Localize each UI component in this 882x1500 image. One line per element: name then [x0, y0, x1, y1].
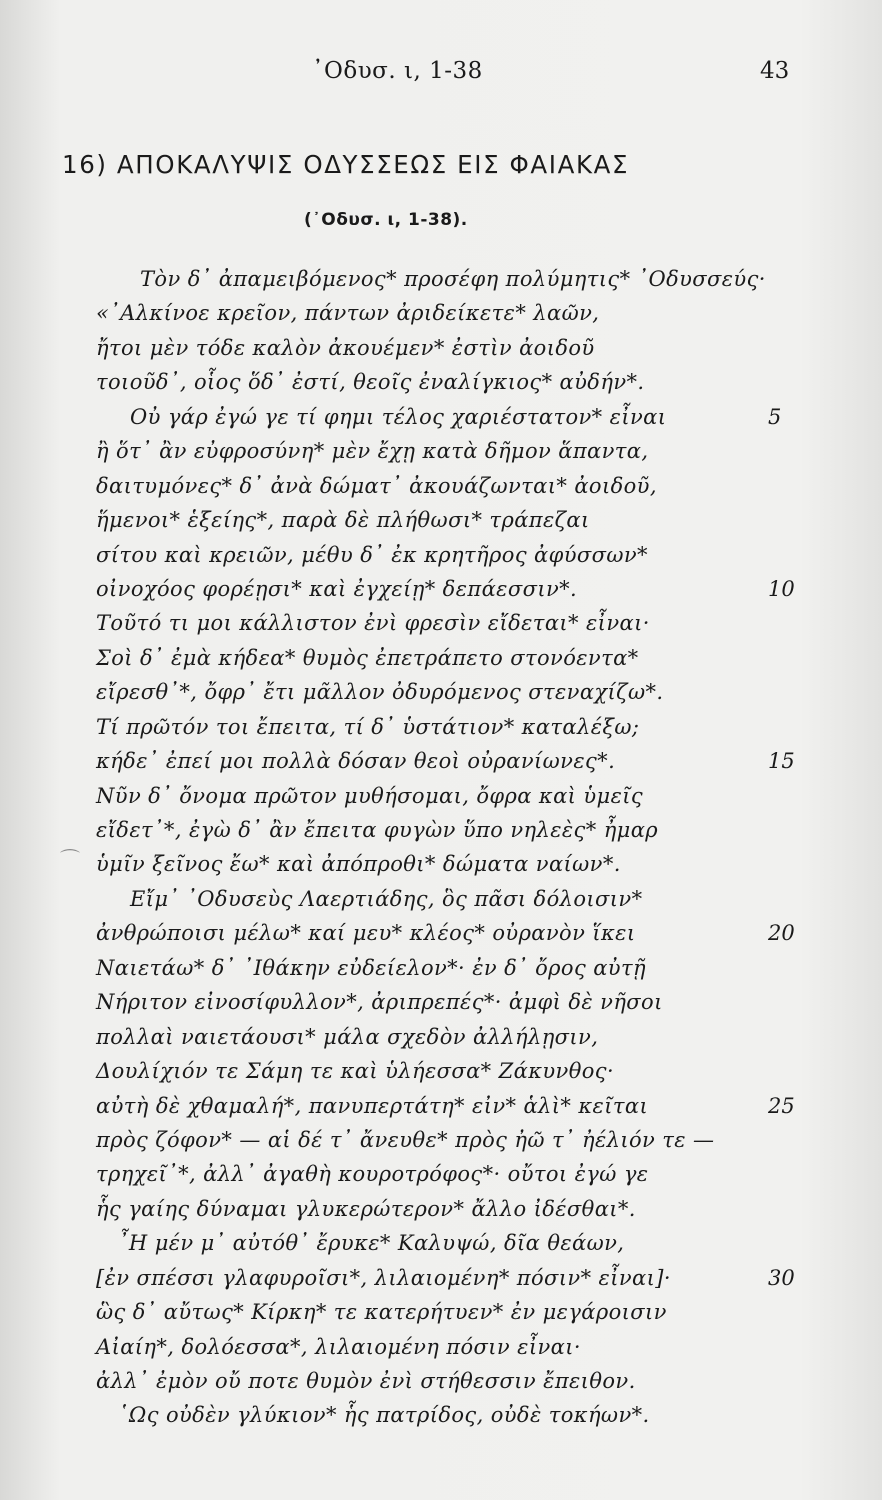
verse-text: τοιοῦδ᾿, οἷος ὅδ᾿ ἐστί, θεοῖς ἐναλίγκιος* αὐδήν*. [96, 370, 645, 395]
verse-text: εἴδετ᾿*, ἐγὼ δ᾿ ἂν ἔπειτα φυγὼν ὕπο νηλεὲς* ἦμαρ [96, 818, 659, 842]
verse-number: 25 [768, 1093, 795, 1118]
verse-number: 30 [768, 1265, 795, 1290]
verse-text: ὑμῖν ξεῖνος ἔω* καὶ ἀπόπροθι* δώματα ναίων*. [96, 852, 621, 877]
verse-line [0, 1330, 882, 1364]
verse-text: Οὐ γάρ ἐγώ γε τί φημι τέλος χαριέστατον* εἶναι [130, 404, 667, 429]
verse-line [0, 365, 882, 399]
verse-text: Τί πρῶτόν τοι ἔπειτα, τί δ᾿ ὑστάτιον* καταλέξω; [96, 714, 640, 739]
verse-line [0, 1157, 882, 1191]
verse-number: 10 [768, 576, 795, 601]
chapter-title: 16) ΑΠΟΚΑΛΥΨΙΣ ΟΔΥΣΣΕΩΣ ΕΙΣ ΦΑΙΑΚΑΣ [62, 150, 630, 179]
verse-line [0, 296, 882, 330]
verse-line [0, 882, 882, 916]
verse-block [0, 262, 882, 1433]
verse-text: οἰνοχόος φορέῃσι* καὶ ἐγχείῃ* δεπάεσσιν*. [96, 576, 578, 601]
verse-line [0, 1261, 882, 1295]
verse-number: 5 [768, 404, 782, 429]
verse-line [0, 1123, 882, 1157]
verse-line [0, 400, 882, 434]
verse-text: αὐτὴ δὲ χθαμαλή*, πανυπερτάτη* εἰν* ἁλὶ* κεῖται [96, 1093, 649, 1118]
verse-text: Νῦν δ᾿ ὄνομα πρῶτον μυθήσομαι, ὄφρα καὶ ὑμεῖς [96, 783, 644, 808]
verse-line [0, 813, 882, 847]
verse-text: κήδε᾿ ἐπεί μοι πολλὰ δόσαν θεοὶ οὐρανίωνες*. [96, 749, 616, 774]
verse-line [0, 1054, 882, 1088]
verse-line [0, 503, 882, 537]
verse-line [0, 1398, 882, 1432]
verse-line [0, 434, 882, 468]
verse-number: 15 [768, 749, 795, 774]
verse-line [0, 641, 882, 675]
verse-text: «᾿Αλκίνοε κρεῖον, πάντων ἀριδείκετε* λαῶν, [96, 301, 600, 326]
verse-line [0, 744, 882, 778]
verse-line [0, 331, 882, 365]
verse-line [0, 1192, 882, 1226]
verse-text: ἤτοι μὲν τόδε καλὸν ἀκουέμεν* ἐστὶν ἀοιδοῦ [96, 335, 595, 360]
verse-text: εἴρεσθ᾿*, ὄφρ᾿ ἔτι μᾶλλον ὀδυρόμενος στεναχίζω*. [96, 680, 664, 705]
verse-text: ἀλλ᾿ ἐμὸν οὔ ποτε θυμὸν ἐνὶ στήθεσσιν ἔπειθον. [96, 1369, 636, 1393]
verse-text: Εἴμ᾿ ᾿Οδυσεὺς Λαερτιάδης, ὃς πᾶσι δόλοισιν* [130, 886, 643, 911]
verse-line [0, 675, 882, 709]
verse-text: δαιτυμόνες* δ᾿ ἀνὰ δώματ᾿ ἀκουάζωνται* ἀοιδοῦ, [96, 473, 657, 498]
verse-line [0, 779, 882, 813]
running-title: ᾿Οδυσ. ι, 1-38 [312, 58, 483, 84]
verse-line [0, 572, 882, 606]
verse-text: Ναιετάω* δ᾿ ᾿Ιθάκην εὐδείελον*· ἐν δ᾿ ὄρος αὐτῇ [96, 955, 646, 980]
verse-text: ὣς δ᾿ αὔτως* Κίρκη* τε κατερήτυεν* ἐν μεγάροισιν [96, 1300, 667, 1325]
verse-text: Αἰαίη*, δολόεσσα*, λιλαιομένη πόσιν εἶναι· [96, 1334, 581, 1359]
verse-line [0, 538, 882, 572]
verse-line [0, 469, 882, 503]
verse-line [0, 1364, 882, 1398]
verse-line [0, 916, 882, 950]
page-number: 43 [760, 58, 790, 84]
verse-line [0, 262, 882, 296]
verse-text: σίτου καὶ κρειῶν, μέθυ δ᾿ ἐκ κρητῆρος ἀφύσσων* [96, 542, 648, 567]
verse-text: Τοῦτό τι μοι κάλλιστον ἐνὶ φρεσὶν εἴδεται* εἶναι· [96, 611, 650, 636]
verse-text: Νήριτον εἰνοσίφυλλον*, ἀριπρεπές*· ἀμφὶ δὲ νῆσοι [96, 990, 663, 1015]
verse-line [0, 951, 882, 985]
verse-line [0, 1226, 882, 1260]
verse-text: πρὸς ζόφον* — αἱ δέ τ᾿ ἄνευθε* πρὸς ἠῶ τ᾿ ἠέλιόν τε — [96, 1127, 715, 1152]
verse-text: πολλαὶ ναιετάουσι* μάλα σχεδὸν ἀλλήλῃσιν, [96, 1024, 599, 1049]
margin-mark: ⌒ [60, 847, 80, 871]
verse-line [0, 1089, 882, 1123]
verse-line [0, 847, 882, 881]
verse-text: [ἐν σπέσσι γλαφυροῖσι*, λιλαιομένη* πόσιν* εἶναι]· [96, 1265, 671, 1290]
chapter-subtitle: (᾿Οδυσ. ι, 1-38). [304, 210, 468, 230]
verse-text: ἥμενοι* ἑξείης*, παρὰ δὲ πλήθωσι* τράπεζαι [96, 508, 590, 533]
verse-text: ῾Ως οὐδὲν γλύκιον* ἧς πατρίδος, οὐδὲ τοκήων*. [118, 1403, 650, 1428]
verse-number: 20 [768, 921, 795, 946]
verse-text: τρηχεῖ᾿*, ἀλλ᾿ ἀγαθὴ κουροτρόφος*· οὔτοι ἐγώ γε [96, 1162, 649, 1187]
verse-text: Τὸν δ᾿ ἀπαμειβόμενος* προσέφη πολύμητις* ᾿Οδυσσεύς· [140, 267, 766, 291]
verse-text: ἢ ὅτ᾿ ἂν εὐφροσύνη* μὲν ἔχῃ κατὰ δῆμον ἅπαντα, [96, 439, 649, 464]
verse-text: ἀνθρώποισι μέλω* καί μευ* κλέος* οὐρανὸν ἵκει [96, 921, 636, 946]
verse-line [0, 985, 882, 1019]
verse-line [0, 1295, 882, 1329]
verse-text: Σοὶ δ᾿ ἐμὰ κήδεα* θυμὸς ἐπετράπετο στονόεντα* [96, 645, 639, 670]
verse-line [0, 1020, 882, 1054]
verse-line [0, 606, 882, 640]
verse-text: ἧς γαίης δύναμαι γλυκερώτερον* ἄλλο ἰδέσθαι*. [96, 1196, 636, 1221]
verse-text: Δουλίχιόν τε Σάμη τε καὶ ὑλήεσσα* Ζάκυνθος· [96, 1059, 615, 1084]
running-head [0, 58, 882, 92]
verse-text: ῏Η μέν μ᾿ αὐτόθ᾿ ἔρυκε* Καλυψώ, δῖα θεάων, [118, 1231, 625, 1256]
verse-line [0, 710, 882, 744]
